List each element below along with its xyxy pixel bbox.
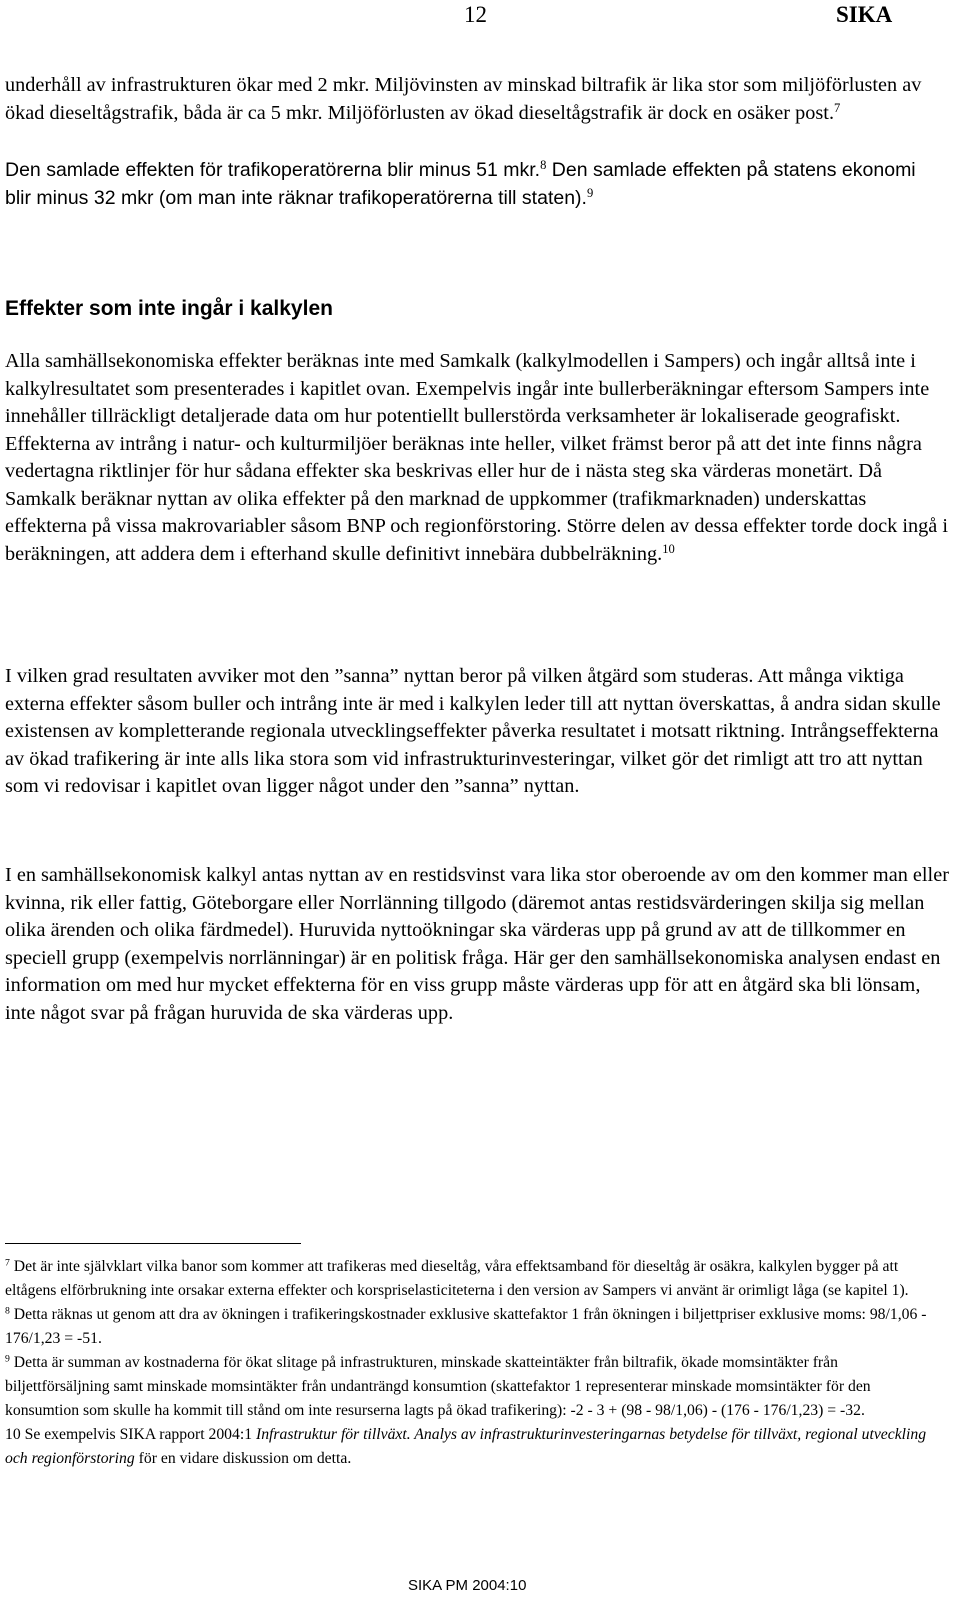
footnote-9-number: 9	[5, 1353, 10, 1365]
intro-paragraph-1-text: underhåll av infrastrukturen ökar med 2 mkr. Miljövinsten av minskad biltrafik är lika stor som miljöförlusten av ökad dieseltågstrafik, båda är ca 5 mkr. Miljöförlusten av ökad dieseltågstrafik är dock en osäker post.	[5, 74, 922, 124]
section-paragraph-2: I vilken grad resultaten avviker mot den ”sanna” nyttan beror på vilken åtgärd som studeras. Att många viktiga externa effekter såsom buller och intrång inte är med i kalkylen leder till att nyttan överskattas, å andra sidan skulle existensen av kompletterande regionala utvecklingseffekter påverka resultatet i motsatt riktning. Intrångseffekterna av ökad trafikering är inte alls lika stora som vid infrastrukturinvesteringar, vilket gör det rimligt att tro att nyttan som vi redovisar i kapitlet ovan ligger något under den ”sanna” nyttan.	[5, 665, 941, 797]
footnote-divider	[5, 1243, 301, 1244]
footnote-10-tail: för en vidare diskussion om detta.	[134, 1450, 352, 1467]
footnote-10-title: Infrastruktur för tillväxt. Analys av infrastrukturinvesteringarnas betydelse för tillväxt, regional utveckling och regionförstoring	[5, 1426, 927, 1467]
footnote-ref-8: 8	[540, 158, 547, 173]
footnote-9	[5, 1351, 945, 1423]
intro-paragraph-2b-text: Den samlade effekten på statens ekonomi blir minus 32 mkr (om man inte räknar trafikoperatörerna till staten).	[5, 159, 916, 209]
intro-paragraph-2a-text: Den samlade effekten för trafikoperatörerna blir minus 51 mkr.	[5, 159, 541, 181]
page-number: 12	[464, 2, 487, 27]
section-paragraph-1	[5, 348, 950, 568]
footnote-7-text: Det är inte självklart vilka banor som kommer att trafikeras med dieseltåg, våra effektsamband för dieseltåg är osäkra, kalkylen bygger på att eltågens elförbrukning inte orsakar externa effekter och korspriselasticiteterna i den version av Sampers vi använt är orimligt låga (se kapitel 1).	[5, 1258, 909, 1299]
intro-paragraph-1	[5, 72, 950, 127]
footnote-7	[5, 1255, 945, 1303]
footnotes	[5, 1255, 945, 1471]
section-paragraph-3: I en samhällsekonomisk kalkyl antas nyttan av en restidsvinst vara lika stor oberoende av om den kommer man eller kvinna, rik eller fattig, Göteborgare eller Norrlänning tillgodo (däremot antas restidsvärderingen skilja sig mellan olika ärenden och olika färdmedel). Huruvida nyttoökningar ska värderas upp på grund av att de tillkommer en speciell grupp (exempelvis norrlänningar) är en politisk fråga. Här ger den samhällsekonomiska analysen endast en information om med hur mycket effekterna för en viss grupp måste värderas upp för att en åtgärd ska bli lönsam, inte något svar på frågan huruvida de ska värderas upp.	[5, 864, 949, 1024]
section-heading: Effekter som inte ingår i kalkylen	[5, 297, 333, 320]
footnote-10-lead: 10 Se exempelvis SIKA rapport 2004:1	[5, 1426, 256, 1443]
footnote-ref-7: 7	[834, 100, 841, 115]
section-paragraph-1-text: Alla samhällsekonomiska effekter beräknas inte med Samkalk (kalkylmodellen i Sampers) och ingår alltså inte i kalkylresultatet som presenterades i kapitlet ovan. Exempelvis ingår inte bullerberäkningar eftersom Sampers inte innehåller tillräckligt detaljerade data om hur potentiellt bullerstörda verksamheter är lokaliserade geografiskt. Effekterna av intrång i natur- och kulturmiljöer beräknas inte heller, vilket främst beror på att det inte finns några vedertagna riktlinjer för hur sådana effekter ska beskrivas eller hur de i nästa steg ska värderas monetärt. Då Samkalk beräknar nyttan av olika effekter på den marknad de uppkommer (trafikmarknaden) underskattas effekterna på vissa makrovariabler såsom BNP och regionförstoring. Större delen av dessa effekter torde dock ingå i beräkningen, att addera dem i efterhand skulle definitivt innebära dubbelräkning.	[5, 350, 948, 565]
intro-paragraph-2	[5, 157, 925, 212]
page-footer: SIKA PM 2004:10	[408, 1577, 527, 1594]
header-brand: SIKA	[836, 2, 893, 27]
footnote-8-text: Detta räknas ut genom att dra av ökningen i trafikeringskostnader exklusive skattefaktor 1 från ökningen i biljettpriser exklusive moms: 98/1,06 - 176/1,23 = -51.	[5, 1306, 927, 1347]
footnote-ref-10: 10	[662, 541, 675, 556]
footnote-10	[5, 1423, 945, 1471]
footnote-8-number: 8	[5, 1305, 10, 1317]
footnote-7-number: 7	[5, 1257, 10, 1269]
footnote-9-text: Detta är summan av kostnaderna för ökat slitage på infrastrukturen, minskade skatteintäkter från biltrafik, ökade momsintäkter från biljettförsäljning samt minskade momsintäkter från undanträngd konsumtion (skattefaktor 1 representerar minskade momsintäkter för den konsumtion som skulle ha kommit till stånd om inte resurserna lagts på ökad trafikering): -2 - 3 + (98 - 98/1,06) - (176 - 176/1,23) = -32.	[5, 1354, 871, 1419]
footnote-ref-9: 9	[586, 185, 594, 200]
footnote-8	[5, 1303, 945, 1351]
